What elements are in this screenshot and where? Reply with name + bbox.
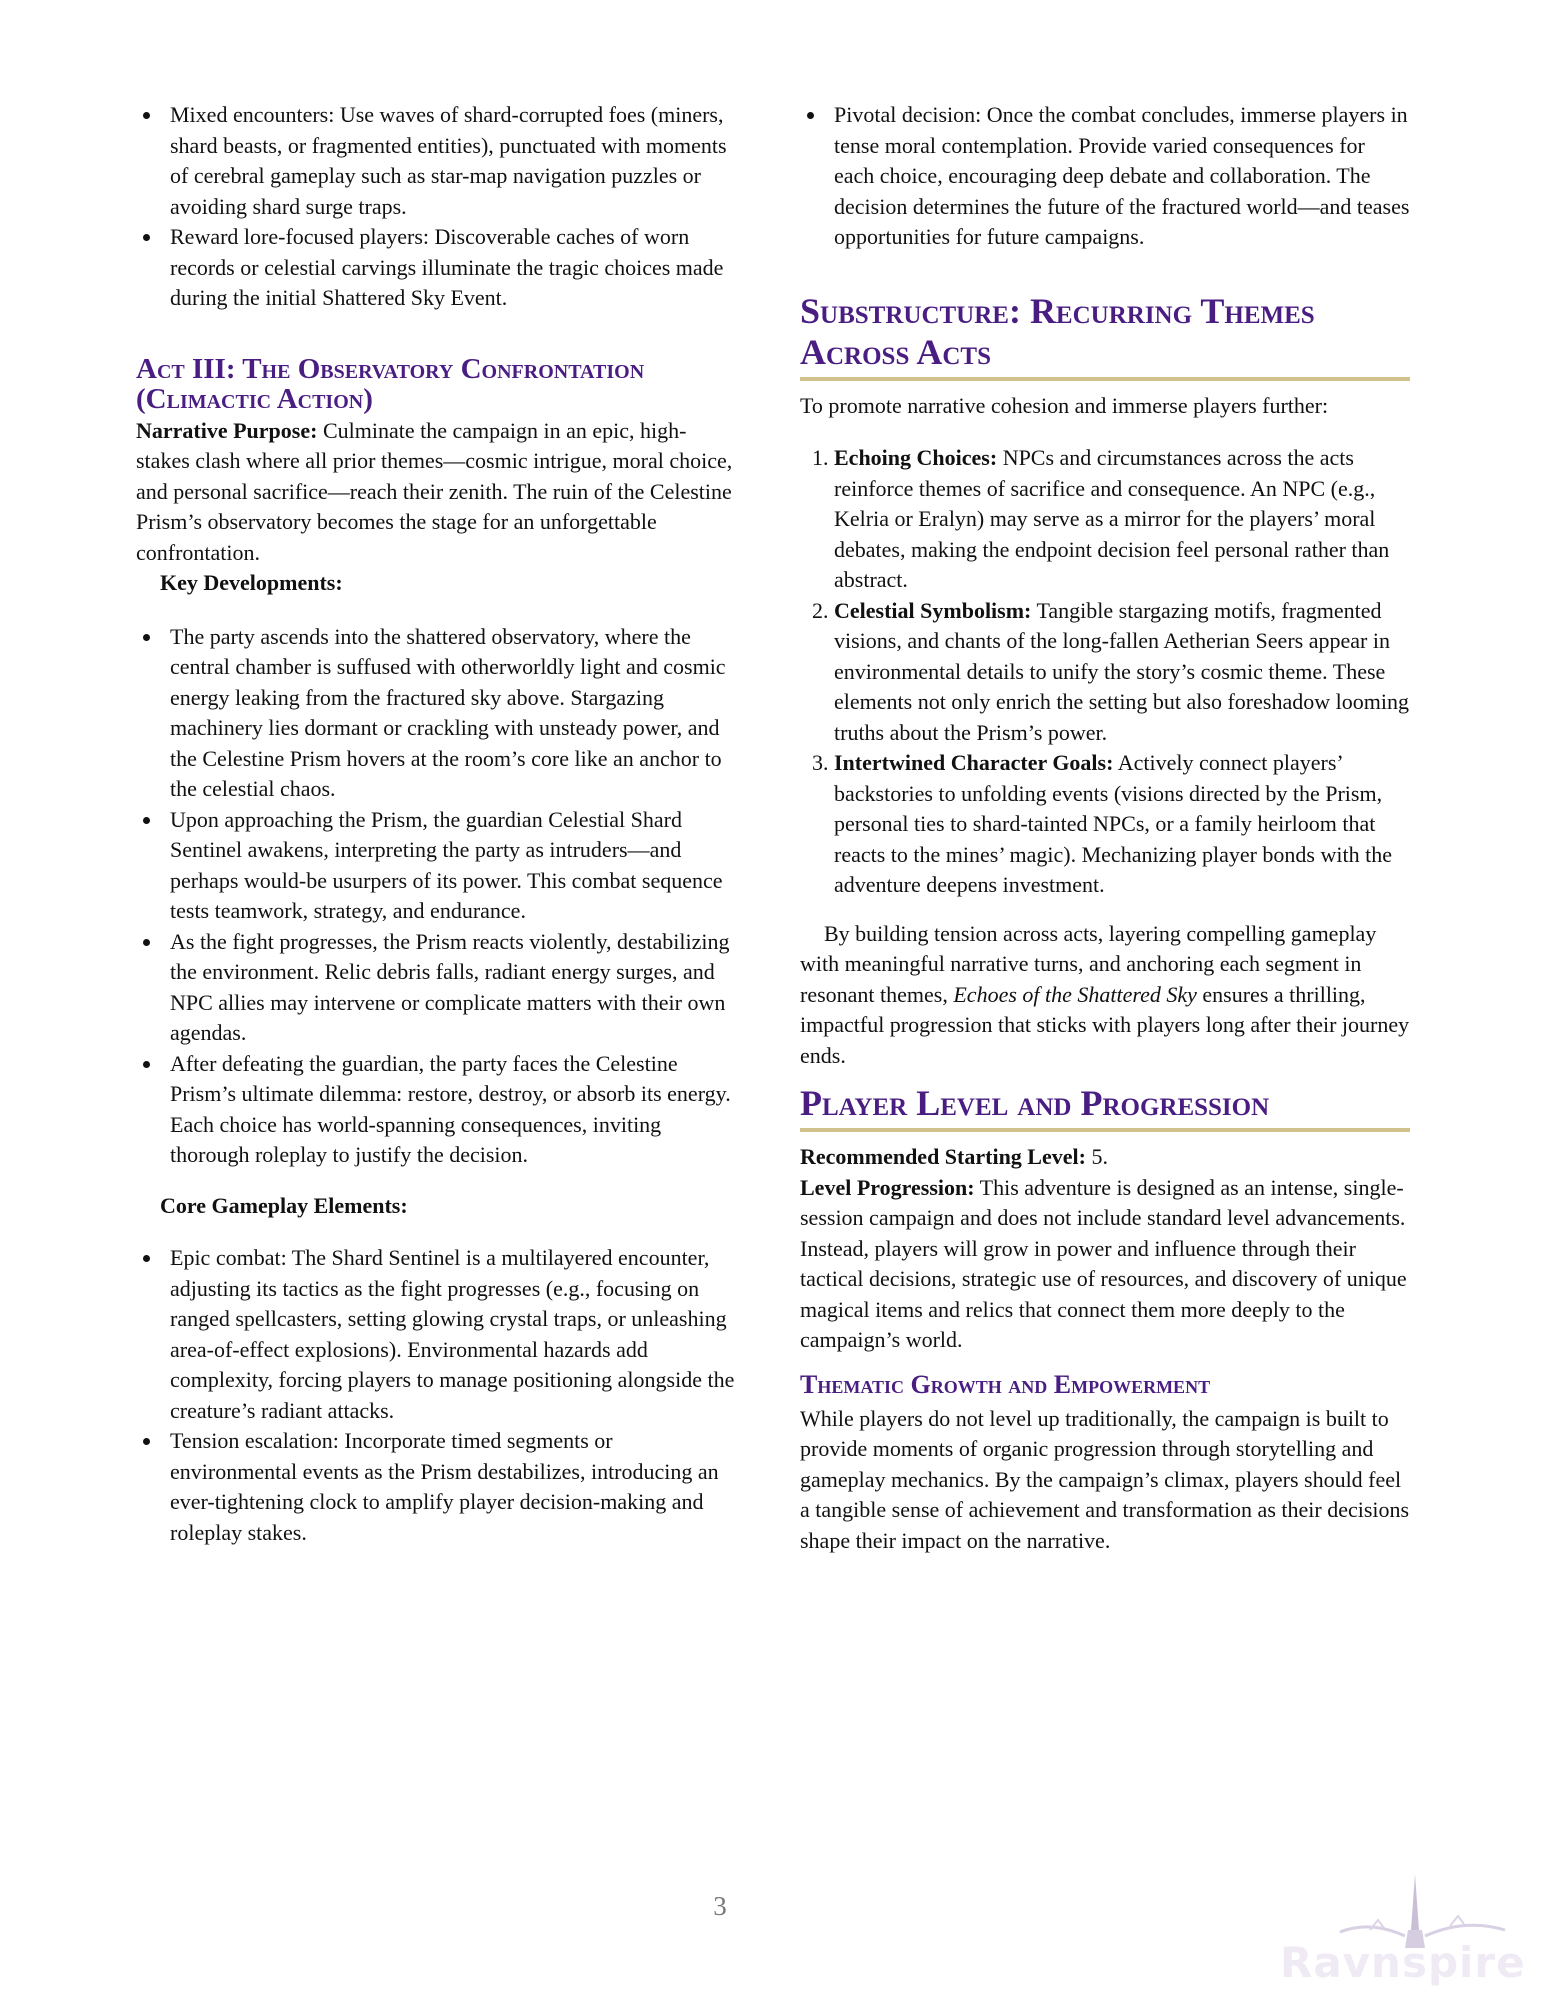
closing-paragraph [800, 919, 1410, 1072]
list-item: Pivotal decision: Once the combat concludes, immerse players in tense moral contemplation. Provide varied consequences for each choice, encouraging deep debate and collaboration. The decision determines the future of the fractured world—and teases opportunities for future campaigns. [800, 100, 1410, 253]
narrative-purpose-label: Narrative Purpose: [136, 417, 318, 443]
list-item: The party ascends into the shattered observatory, where the central chamber is suffused with otherworldly light and cosmic energy leaking from the fractured sky above. Stargazing machinery lies dormant or crackling with unsteady power, and the Celestine Prism hovers at the room’s core like an anchor to the celestial chaos. [136, 622, 736, 805]
list-item: As the fight progresses, the Prism reacts violently, destabilizing the environment. Relic debris falls, radiant energy surges, and NPC allies may intervene or complicate matters with their own agendas. [136, 927, 736, 1049]
list-item: After defeating the guardian, the party faces the Celestine Prism’s ultimate dilemma: restore, destroy, or absorb its energy. Each choice has world-spanning consequences, inviting thorough roleplay to justify the decision. [136, 1049, 736, 1171]
starting-level-value: 5. [1085, 1144, 1108, 1169]
list-item: Epic combat: The Shard Sentinel is a multilayered encounter, adjusting its tactics as the fight progresses (e.g., focusing on ranged spellcasters, setting glowing crystal traps, or unleashing area-of-effect explosions). Environmental hazards add complexity, forcing players to manage positioning alongside the creature’s radiant attacks. [136, 1243, 736, 1426]
list-item: Upon approaching the Prism, the guardian Celestial Shard Sentinel awakens, interpreting the party as intruders—and perhaps would-be usurpers of its power. This combat sequence tests teamwork, strategy, and endurance. [136, 805, 736, 927]
closing-text-start: By building tension across acts, layering compelling gameplay with meaningful narrative turns, and anchoring each segment in resonant themes, [800, 920, 1377, 1007]
campaign-title: Echoes of the Shattered Sky [953, 981, 1197, 1007]
page-number: 3 [713, 1891, 727, 1921]
left-column [136, 100, 736, 1548]
logo-text: Ravnspire [1280, 1938, 1526, 1987]
core-gameplay-list [136, 1243, 736, 1548]
substructure-list [800, 443, 1410, 901]
item-label: Celestial Symbolism: [834, 597, 1032, 623]
thematic-heading: Thematic Growth and Empowerment [800, 1369, 1211, 1399]
ravnspire-logo [1280, 1870, 1540, 1990]
level-progression-text: This adventure is designed as an intense, single-session campaign and does not include standard level advancements. Instead, players will grow in power and influence through their tactical decisions, strategic use of resources, and discovery of unique magical items and relics that connect them more deeply to the campaign’s world. [800, 1174, 1407, 1352]
item-label: Echoing Choices: [834, 445, 998, 470]
key-developments-list [136, 622, 736, 1171]
level-progression [800, 1173, 1410, 1356]
key-developments-label: Key Developments: [160, 570, 343, 595]
substructure-heading: Substructure: Recurring Themes Across Acts [800, 291, 1410, 381]
core-gameplay-label: Core Gameplay Elements: [160, 1192, 408, 1218]
list-item: Tension escalation: Incorporate timed segments or environmental events as the Prism destabilizes, introducing an ever-tightening clock to amplify player decision-making and roleplay stakes. [136, 1426, 736, 1548]
level-progression-label: Level Progression: [800, 1174, 975, 1200]
right-column [800, 100, 1410, 1556]
starting-level-label: Recommended Starting Level: [800, 1144, 1086, 1169]
list-item [834, 443, 1410, 596]
level-heading: Player Level and Progression [800, 1083, 1410, 1132]
narrative-purpose-text: Culminate the campaign in an epic, high-stakes clash where all prior themes—cosmic intrigue, moral choice, and personal sacrifice—reach their zenith. The ruin of the Celestine Prism’s observatory becomes the stage for an unforgettable confrontation. [136, 417, 733, 565]
list-item: Mixed encounters: Use waves of shard-corrupted foes (miners, shard beasts, or fragmented entities), punctuated with moments of cerebral gameplay such as star-map navigation puzzles or avoiding shard surge traps. [136, 100, 736, 222]
thematic-paragraph: While players do not level up traditionally, the campaign is built to provide moments of organic progression through storytelling and gameplay mechanics. By the campaign’s climax, players should feel a tangible sense of achievement and transformation as their decisions shape their impact on the narrative. [800, 1405, 1410, 1553]
item-text: Tangible stargazing motifs, fragmented visions, and chants of the long-fallen Aetherian Seers appear in environmental details to unify the story’s cosmic theme. These elements not only enrich the setting but also foreshadow looming truths about the Prism’s power. [834, 597, 1409, 745]
list-item [834, 748, 1410, 901]
intro-bullet-list [136, 100, 736, 314]
narrative-purpose [136, 416, 736, 569]
list-item: Reward lore-focused players: Discoverable caches of worn records or celestial carvings illuminate the tragic choices made during the initial Shattered Sky Event. [136, 222, 736, 314]
list-item [834, 596, 1410, 749]
substructure-intro: To promote narrative cohesion and immerse players further: [800, 392, 1329, 418]
pivotal-bullet-list [800, 100, 1410, 253]
item-text: Actively connect players’ backstories to unfolding events (visions directed by the Prism, personal ties to shard-tainted NPCs, or a family heirloom that reacts to the mines’ magic). Mechanizing player bonds with the adventure deepens investment. [834, 750, 1392, 897]
act3-heading: Act III: The Observatory Confrontation (Climactic Action) [136, 352, 645, 415]
closing-text-end: ensures a thrilling, impactful progression that sticks with players long after their journey ends. [800, 981, 1410, 1068]
item-label: Intertwined Character Goals: [834, 750, 1114, 775]
item-text: NPCs and circumstances across the acts reinforce themes of sacrifice and consequence. An NPC (e.g., Kelria or Eralyn) may serve as a mirror for the players’ moral debates, making the endpoint decision feel personal rather than abstract. [834, 445, 1390, 592]
starting-level [800, 1142, 1410, 1173]
